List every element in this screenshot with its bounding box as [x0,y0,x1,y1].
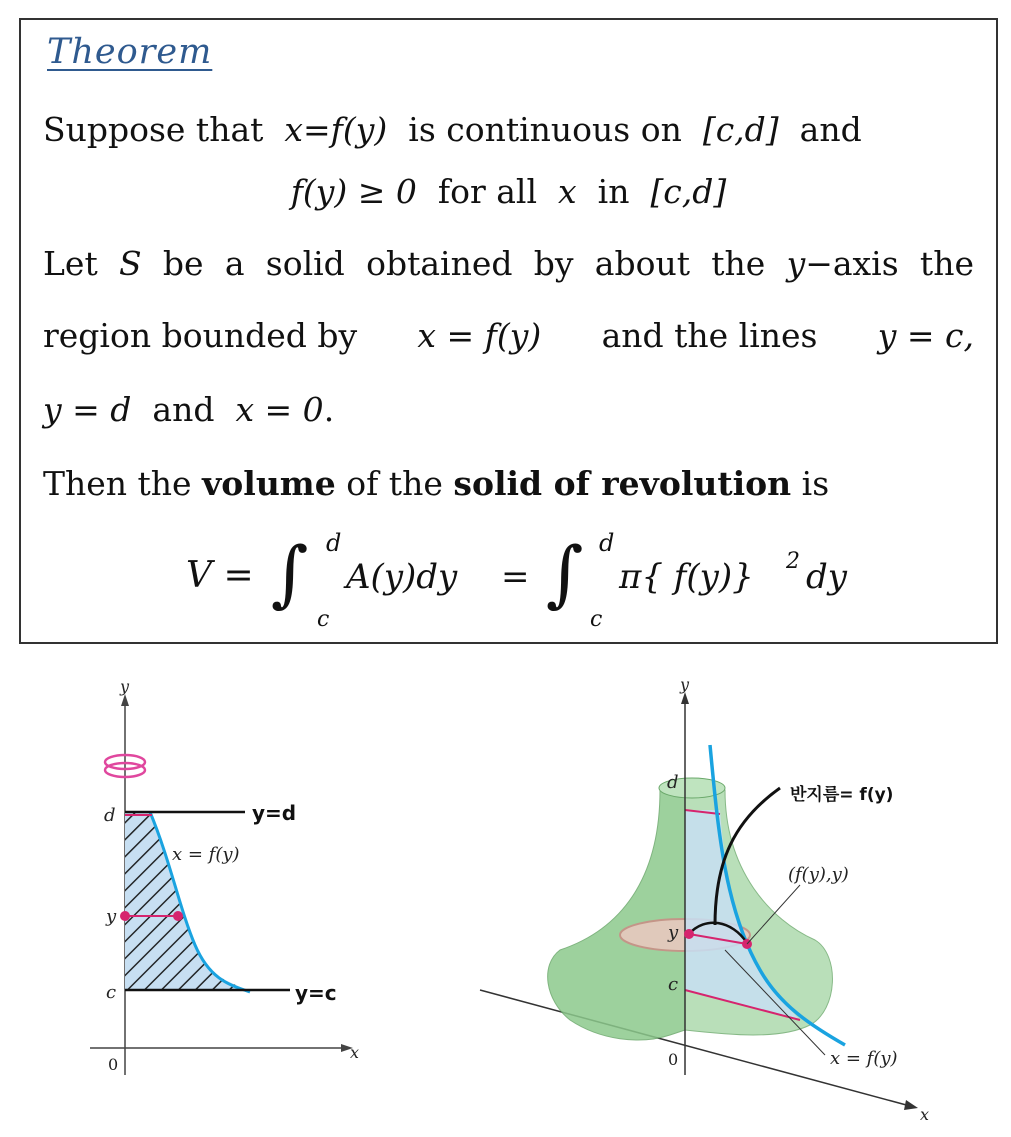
math-S: S [119,244,142,283]
math-x-eq-fy: x = f(y) [417,316,542,355]
math-y-eq-d: y = d [43,390,132,429]
math-f: f [330,110,343,149]
hand-label-y-eq-d: y=d [252,801,297,825]
tick-d-label: d [667,772,679,793]
point-y [120,911,130,921]
volume-formula [21,525,996,640]
theorem-line-5 [43,390,974,429]
math-V: V = [186,555,254,596]
tick-d-label: d [104,805,116,826]
theorem-line-2 [43,172,974,211]
limit-lower-2: c [590,607,603,632]
text: for all [437,172,538,211]
math-pi-fy: π{ f(y)} [619,557,754,597]
text-bold-volume: volume [202,464,336,503]
y-axis-label: y [120,680,130,696]
math-y-eq-c: y = c, [877,316,974,355]
math-x: x [558,172,577,211]
theorem-line-1 [43,110,974,149]
origin-label: 0 [108,1055,119,1074]
curve-label: x = f(y) [172,844,240,865]
point-fy [173,911,183,921]
text: in [597,172,630,211]
text: Then the [43,464,192,503]
text: −axis the [805,244,974,283]
x-axis-arrow [904,1100,918,1110]
math-x-eq-0: x = 0 [235,390,324,429]
text: be a solid obtained by about the [162,244,766,283]
math-dy: dy [806,557,847,597]
text: and the lines [601,316,818,355]
limit-upper-2: d [599,529,615,557]
solid-diagram [470,680,970,1130]
origin-label: 0 [668,1050,679,1069]
integral-sign-2: ∫ [546,531,584,615]
text: and [799,110,862,149]
math-interval: [c,d] [702,110,779,149]
math-x: x [284,110,303,149]
x-axis-label: x [920,1105,930,1124]
text: is continuous on [408,110,682,149]
limit-lower: c [317,607,330,632]
theorem-line-3 [43,244,974,283]
tick-c-label: c [668,974,679,995]
text: is [801,464,830,503]
y-axis-label: y [680,680,690,694]
tick-y-label: y [668,922,679,943]
math-eq: = [303,110,331,149]
text: Suppose that [43,110,264,149]
theorem-box [19,18,998,644]
math-exponent: 2 [786,549,800,574]
text: Let [43,244,98,283]
theorem-title: Theorem [47,32,213,72]
integral-sign: ∫ [271,531,309,615]
hand-label-y-eq-c: y=c [295,981,337,1005]
limit-upper: d [326,529,342,557]
text: . [323,390,335,429]
math-eq: = [501,557,530,597]
math-y: y [786,244,806,283]
text-bold-solid: solid of revolution [453,464,792,503]
math-paren-y: (y) [342,110,388,149]
solid-body [548,780,685,1040]
tick-y-label: y [106,906,117,927]
math-Ay-dy: A(y)dy [346,557,458,597]
text: region bounded by [43,316,358,355]
text: and [152,390,215,429]
point-label: (f(y),y) [788,864,849,885]
math-fy-nonneg: f(y) ≥ 0 [290,172,417,211]
x-axis-label: x [350,1043,360,1062]
theorem-line-6 [43,464,974,503]
point-y [684,929,694,939]
theorem-line-4 [43,316,974,355]
hand-note-radius: 반지름= f(y) [790,785,894,805]
hatched-region [125,812,245,990]
region-diagram [80,680,380,1100]
math-interval: [c,d] [650,172,727,211]
curve-label: x = f(y) [830,1048,898,1069]
text: of the [346,464,443,503]
tick-c-label: c [106,982,117,1003]
